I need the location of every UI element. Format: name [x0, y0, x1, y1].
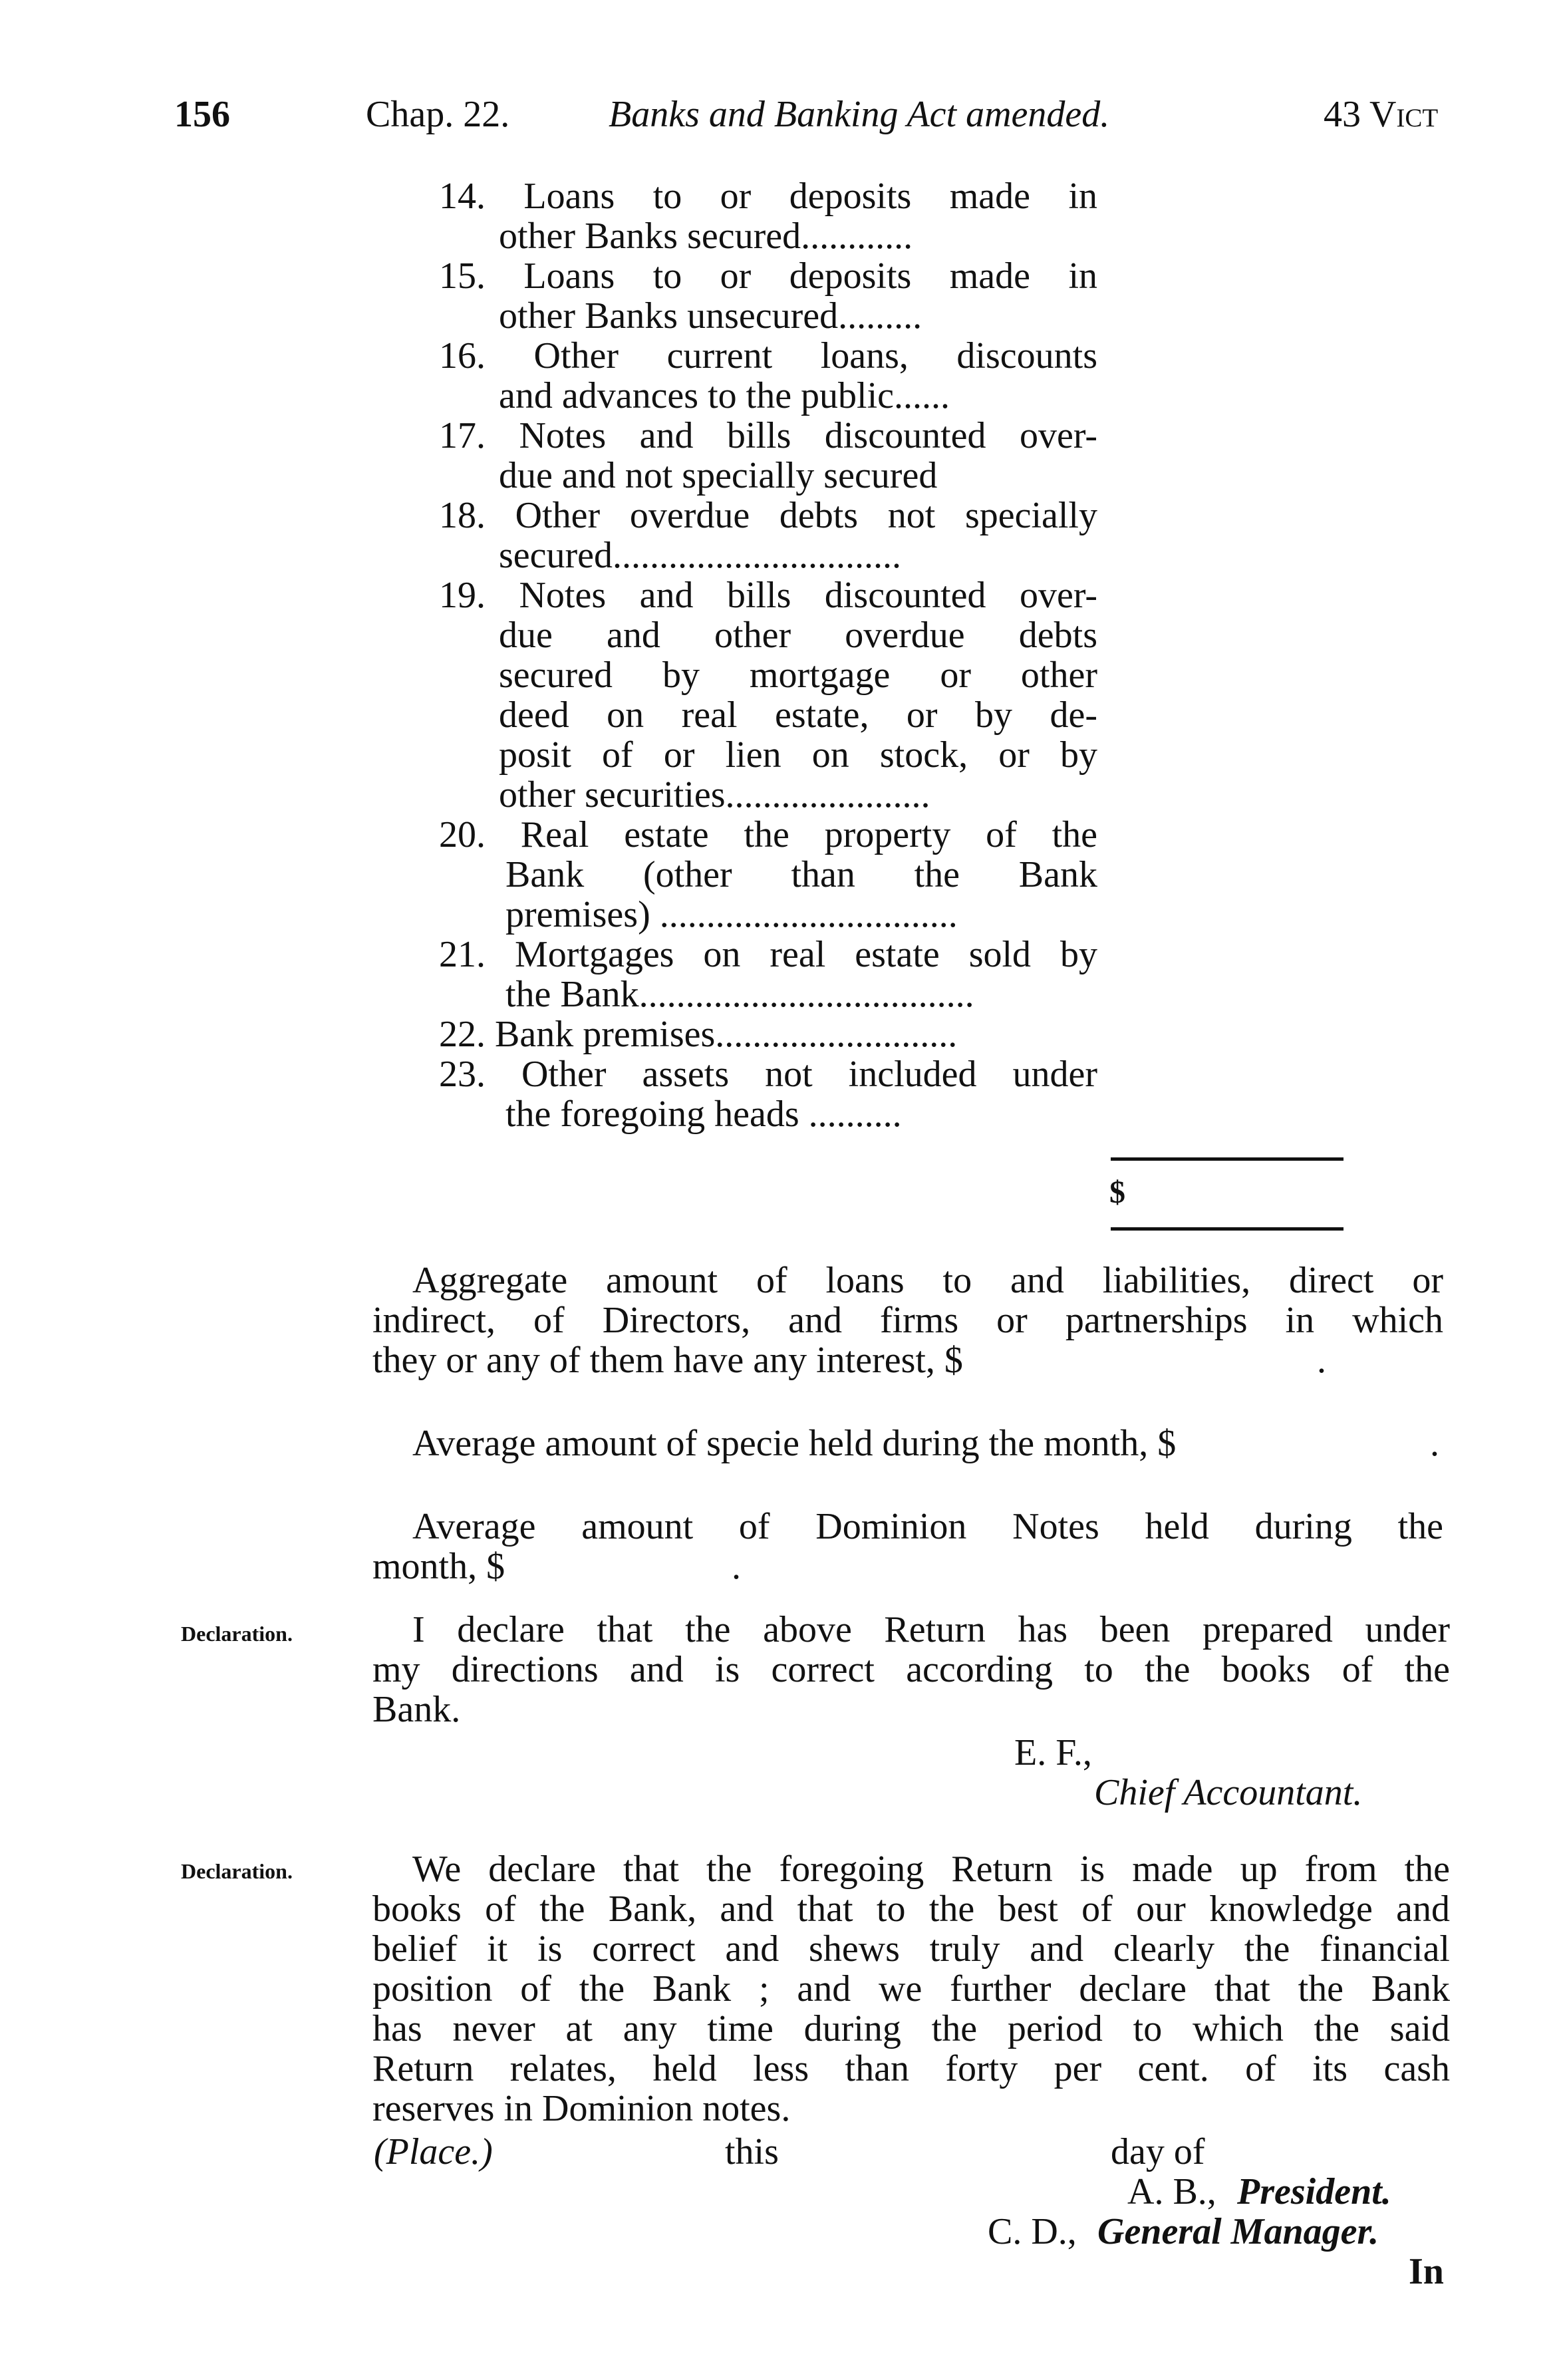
item-line: the foregoing heads ..........	[505, 1094, 902, 1135]
item-line: deed on real estate, or by de-	[499, 694, 1097, 736]
list-item	[439, 1014, 1097, 1054]
item-line: due and other overdue debts	[499, 615, 1097, 656]
declaration-line: my directions and is correct according to the books of the	[372, 1649, 1450, 1690]
declaration-accountant	[372, 1610, 1450, 1729]
aggregate-line: they or any of them have any interest, $	[372, 1340, 963, 1381]
declaration-line: books of the Bank, and that to the best of our knowledge and	[372, 1888, 1450, 1930]
item-line: 20. Real estate the property of the	[439, 814, 1097, 855]
aggregate-line: indirect, of Directors, and firms or partnerships in which	[372, 1300, 1443, 1341]
accountant-title: Chief Accountant.	[1094, 1772, 1363, 1813]
declaration-line: has never at any time during the period to which the said	[372, 2008, 1450, 2049]
declaration-line: I declare that the above Return has been prepared under	[412, 1609, 1450, 1650]
president-title: President.	[1237, 2171, 1391, 2212]
list-item	[439, 815, 1097, 935]
specie-line: Average amount of specie held during the month, $	[412, 1423, 1177, 1464]
declaration-line: position of the Bank ; and we further declare that the Bank	[372, 1968, 1450, 2009]
accountant-name: E. F.,	[1014, 1732, 1092, 1773]
item-line: other Banks secured............	[499, 216, 913, 257]
dominion-end: .	[732, 1546, 741, 1587]
item-line: secured...............................	[499, 535, 902, 576]
item-line: 21. Mortgages on real estate sold by	[439, 934, 1097, 975]
declaration-margin-note: Declaration.	[181, 1859, 293, 1883]
item-line: premises) ................................	[505, 894, 958, 935]
dominion-paragraph	[372, 1507, 1443, 1586]
item-line: 19. Notes and bills discounted over-	[439, 575, 1097, 616]
aggregate-line: Aggregate amount of loans to and liabilities, direct or	[412, 1260, 1443, 1301]
catchword: In	[1409, 2251, 1444, 2292]
declaration-line: Bank.	[372, 1689, 461, 1730]
dominion-line: Average amount of Dominion Notes held during the	[412, 1506, 1443, 1547]
list-item	[439, 575, 1097, 815]
this-word: this	[725, 2131, 779, 2172]
declaration-line: reserves in Dominion notes.	[372, 2088, 791, 2129]
total-rule-bottom	[1111, 1227, 1343, 1231]
total-dollar-sign: $	[1109, 1175, 1125, 1210]
specie-end: .	[1430, 1423, 1439, 1464]
item-line: other securities......................	[499, 774, 930, 816]
chapter-label: Chap. 22.	[366, 94, 510, 135]
aggregate-paragraph	[372, 1261, 1443, 1380]
page-number: 156	[174, 94, 230, 135]
list-item	[439, 935, 1097, 1014]
place-blank: (Place.)	[374, 2131, 493, 2172]
list-item	[439, 416, 1097, 496]
president-name: A. B.,	[1127, 2171, 1216, 2212]
item-line: due and not specially secured	[499, 455, 938, 496]
item-line: 18. Other overdue debts not specially	[439, 495, 1097, 536]
item-line: the Bank....................................	[505, 974, 974, 1015]
list-item	[439, 256, 1097, 336]
item-line: 22. Bank premises..........................	[439, 1014, 958, 1055]
declaration-line: Return relates, held less than forty per cent. of its cash	[372, 2048, 1450, 2089]
item-line: 15. Loans to or deposits made in	[439, 255, 1097, 297]
item-line: 17. Notes and bills discounted over-	[439, 415, 1097, 456]
specie-paragraph	[412, 1423, 1450, 1463]
list-item	[439, 1054, 1097, 1134]
running-title: Banks and Banking Act amended.	[609, 94, 1110, 135]
dominion-line: month, $	[372, 1546, 505, 1587]
item-line: posit of or lien on stock, or by	[499, 734, 1097, 776]
regnal-year: 43 Vict	[1324, 94, 1439, 135]
list-item	[439, 176, 1097, 256]
total-rule-top	[1111, 1157, 1343, 1161]
item-line: 23. Other assets not included under	[439, 1054, 1097, 1095]
item-line: 16. Other current loans, discounts	[439, 335, 1097, 376]
declaration-line: belief it is correct and shews truly and clearly the financial	[372, 1928, 1450, 1970]
item-line: and advances to the public......	[499, 375, 950, 416]
manager-name: C. D.,	[988, 2211, 1077, 2252]
aggregate-end: .	[1317, 1340, 1326, 1381]
item-line: secured by mortgage or other	[499, 655, 1097, 696]
day-of: day of	[1111, 2131, 1205, 2172]
manager-title: General Manager.	[1097, 2211, 1379, 2252]
item-line: 14. Loans to or deposits made in	[439, 176, 1097, 217]
declaration-margin-note: Declaration.	[181, 1622, 293, 1646]
list-item	[439, 496, 1097, 575]
item-line: other Banks unsecured.........	[499, 295, 922, 337]
item-line: Bank (other than the Bank	[505, 854, 1097, 895]
list-item	[439, 336, 1097, 416]
declaration-directors	[372, 1849, 1450, 2129]
declaration-line: We declare that the foregoing Return is made up from the	[412, 1849, 1450, 1890]
